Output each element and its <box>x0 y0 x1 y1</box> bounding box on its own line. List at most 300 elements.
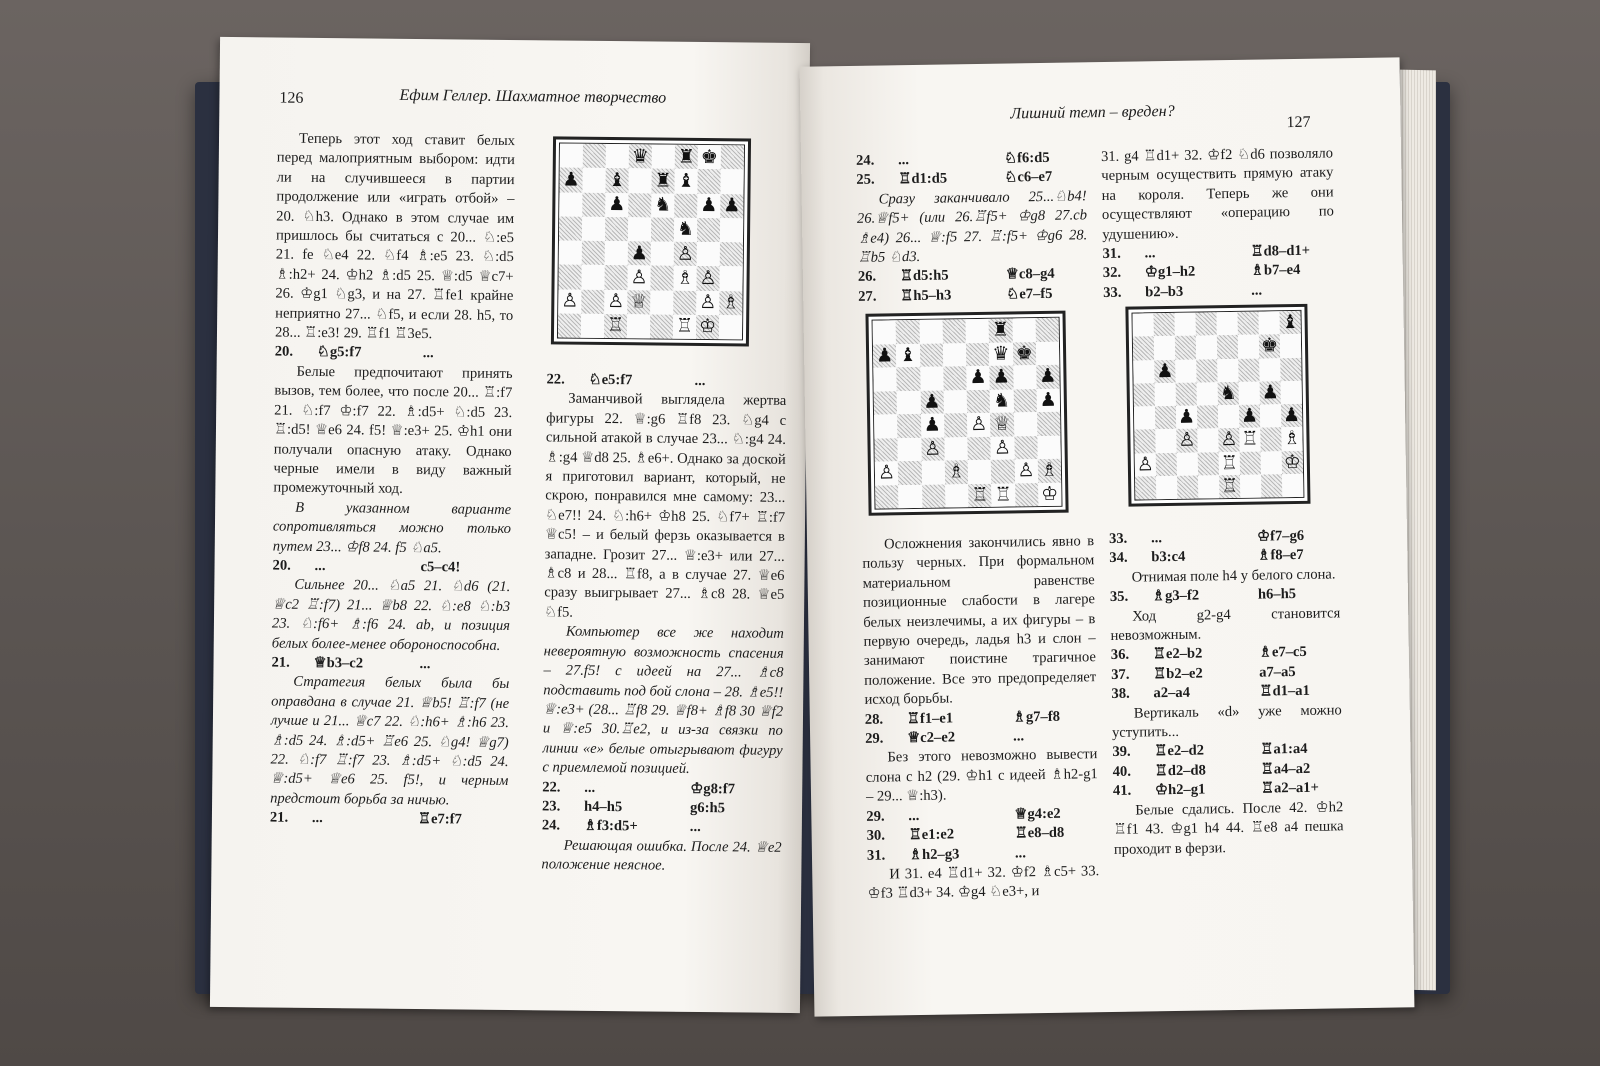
move-black: ♘c6–e7 <box>1004 169 1053 186</box>
board-square <box>650 290 673 314</box>
board-square <box>875 485 899 509</box>
board-square <box>1154 359 1175 383</box>
board-square <box>1013 365 1037 389</box>
board-square <box>1135 453 1156 477</box>
move-black: ♔g8:f7 <box>690 780 736 797</box>
board-square <box>651 193 674 217</box>
annotation-italic: Сильнее 20... ♘a5 21. ♘d6 (21. ♕c2 ♖:f7) 21... ♕b8 22. ♘:e8 ♘:b3 23. ♘:f6+ ♗:f6 24. ab, и позиция белых более-менее обороноспособна. <box>271 577 511 654</box>
board-square <box>921 414 945 438</box>
board-square <box>582 241 605 265</box>
board-square <box>897 414 921 438</box>
board-square <box>581 313 604 337</box>
board-square <box>720 194 743 218</box>
board-square <box>558 265 581 289</box>
black-king-icon: ♚ <box>1260 334 1279 357</box>
board-square <box>1239 381 1260 405</box>
board-square <box>697 218 720 242</box>
board-square <box>1198 452 1219 476</box>
white-pawn-icon: ♙ <box>1178 428 1196 452</box>
board-square <box>628 168 651 192</box>
board-square <box>1260 404 1281 428</box>
board-square <box>1282 474 1303 498</box>
white-pawn-icon: ♙ <box>877 461 896 484</box>
move-black: ♕g4:e2 <box>1014 805 1061 823</box>
board-square <box>1133 336 1154 360</box>
move-white: ♖e2–b2 <box>1152 645 1203 663</box>
board-square <box>651 169 674 193</box>
board-square <box>698 145 721 169</box>
paragraph: Отнимая поле h4 у белого слона. <box>1131 566 1336 586</box>
move-white: b3:c4 <box>1151 549 1186 566</box>
move-line <box>270 809 508 831</box>
paragraph: Белые предпочитают принять вызов, тем более, что после 20... ♖:f7 21. ♘:f7 ♔:f7 22. ♗:d5+ ♘:d5 23. ♖:d5! ♕e6 24. f5! ♕:e3+ 25. ♔h1 они получали опасную атаку. Однако черные имели в виду важный промежуточный ход. <box>273 363 513 498</box>
board-square <box>1134 429 1155 453</box>
board-square <box>559 192 582 216</box>
white-pawn-icon: ♙ <box>699 266 717 290</box>
black-pawn-icon: ♟ <box>723 194 741 217</box>
move-black: c5–c4! <box>420 559 461 576</box>
left-column-1 <box>270 130 515 831</box>
board-square <box>1258 311 1279 335</box>
board-square <box>1219 475 1240 499</box>
board-square <box>628 241 651 265</box>
black-bishop-icon: ♝ <box>608 168 626 192</box>
board-square <box>968 483 992 507</box>
move-black: ♖e7:f7 <box>417 811 462 828</box>
board-square <box>605 217 628 241</box>
board-square <box>606 144 629 168</box>
board-square <box>1014 412 1038 436</box>
move-white: ... <box>584 779 596 796</box>
board-square <box>991 459 1015 483</box>
board-square <box>650 266 673 290</box>
move-white: a2–a4 <box>1153 684 1191 702</box>
board-square <box>1281 427 1302 451</box>
black-rook-icon: ♜ <box>677 145 695 168</box>
move-number: 35. <box>1109 588 1129 606</box>
board-square <box>1014 459 1038 483</box>
move-number: 26. <box>857 269 877 286</box>
board-square <box>920 367 944 391</box>
board-square <box>652 144 675 168</box>
move-white: ♗f3:d5+ <box>583 818 638 835</box>
move-white: ... <box>908 807 920 824</box>
move-white: ♕b3–c2 <box>313 654 364 672</box>
right-page <box>800 57 1415 1016</box>
move-number: 29. <box>865 730 884 747</box>
black-pawn-icon: ♟ <box>1039 388 1057 411</box>
board-square <box>696 290 719 314</box>
move-black: ... <box>419 656 431 673</box>
right-column-2-bottom <box>1109 526 1344 859</box>
move-number: 37. <box>1111 666 1130 683</box>
board-square <box>720 218 743 242</box>
board-square <box>943 343 967 367</box>
board-square <box>1038 459 1062 483</box>
board-square <box>1175 336 1196 360</box>
move-black: ♗f8–e7 <box>1257 547 1304 565</box>
move-black: ♕c8–g4 <box>1005 266 1055 283</box>
board-square <box>697 242 720 266</box>
move-white: ♔g1–h2 <box>1144 264 1196 281</box>
board-square <box>1176 429 1197 453</box>
board-square <box>1195 312 1216 336</box>
move-number: 21. <box>271 654 290 671</box>
move-number: 38. <box>1111 685 1130 703</box>
black-pawn-icon: ♟ <box>700 194 718 217</box>
move-white: ♖d5:h5 <box>899 267 949 285</box>
board-square <box>967 436 991 460</box>
board-square <box>1014 436 1038 460</box>
board-square <box>873 320 897 344</box>
white-queen-icon: ♕ <box>630 290 648 313</box>
move-white: ... <box>311 810 323 827</box>
board-square <box>1013 389 1037 413</box>
move-line <box>867 823 1099 846</box>
board-square <box>897 390 921 414</box>
paragraph: Вертикаль «d» уже можно уступить... <box>1111 701 1342 742</box>
board-square <box>651 217 674 241</box>
board-square <box>1238 358 1259 382</box>
move-line <box>271 653 509 675</box>
running-head-right: Лишний темп – вреден? <box>1010 102 1175 123</box>
white-pawn-icon: ♙ <box>676 242 694 265</box>
move-black: ... <box>1251 282 1263 299</box>
white-bishop-icon: ♗ <box>1283 427 1301 450</box>
board-square <box>582 192 605 216</box>
black-knight-icon: ♞ <box>993 389 1011 412</box>
board-square <box>1216 312 1237 336</box>
board-square <box>966 342 990 366</box>
move-black: ♖a2–a1+ <box>1260 779 1319 797</box>
move-number: 20. <box>274 343 294 361</box>
move-line <box>858 284 1088 307</box>
move-white: ♖h5–h3 <box>900 287 952 305</box>
board-square <box>1154 336 1175 360</box>
annotation-italic: Решающая ошибка. После 24. ♕e2 положение неясное. <box>541 837 782 874</box>
board-square <box>627 290 650 314</box>
board-square <box>919 343 943 367</box>
board-square <box>1217 335 1238 359</box>
white-rook-icon: ♖ <box>1220 451 1239 474</box>
board-square <box>558 313 581 337</box>
move-black: ♗g7–f8 <box>1012 708 1061 726</box>
move-number: 25. <box>856 172 875 189</box>
move-white: ... <box>1144 245 1156 262</box>
board-square <box>604 314 627 338</box>
board-square <box>1196 359 1217 383</box>
move-number: 34. <box>1109 550 1128 567</box>
white-rook-icon: ♖ <box>994 483 1012 506</box>
white-pawn-icon: ♙ <box>993 436 1012 459</box>
move-white: ♖e2–d2 <box>1154 742 1205 760</box>
chess-diagram-right-2 <box>1125 304 1310 507</box>
move-white: ♖d2–d8 <box>1154 762 1207 780</box>
board-square <box>719 266 742 290</box>
move-white: ♖e1:e2 <box>908 826 955 844</box>
board-square <box>1240 474 1261 498</box>
board-square <box>627 314 650 338</box>
board-square <box>944 437 968 461</box>
right-column-1-bottom <box>862 532 1100 904</box>
board-square <box>1198 475 1219 499</box>
white-king-icon: ♔ <box>1283 450 1302 473</box>
black-queen-icon: ♛ <box>992 342 1010 365</box>
paragraph: 31. g4 ♖d1+ 32. ♔f2 ♘d6 позволяло черным осуществить прямую атаку на короля. Теперь же они осуществляют «операцию по удушению». <box>1100 145 1335 243</box>
move-line <box>1103 261 1335 284</box>
move-white: ♖b2–e2 <box>1153 665 1203 683</box>
board-square <box>1197 382 1218 406</box>
board-square <box>1239 405 1260 429</box>
board-square <box>898 484 922 508</box>
board-square <box>558 289 581 313</box>
move-number: 21. <box>269 809 289 826</box>
black-bishop-icon: ♝ <box>1281 311 1299 334</box>
board-square <box>945 460 969 484</box>
board-square <box>968 460 992 484</box>
board-square <box>1134 406 1155 430</box>
black-pawn-icon: ♟ <box>992 365 1011 389</box>
move-number: 22. <box>546 371 565 388</box>
move-line <box>272 556 510 578</box>
move-number: 27. <box>858 288 877 305</box>
board-square <box>696 315 719 339</box>
board-square <box>921 437 945 461</box>
board-square <box>604 289 627 313</box>
board-square <box>875 461 899 485</box>
board-square <box>582 216 605 240</box>
black-king-icon: ♚ <box>700 145 718 168</box>
move-line <box>542 817 782 839</box>
board-square <box>991 436 1015 460</box>
paragraph: Осложнения закончились явно в пользу черных. При формальном материальном равенстве позиционные слабости в лагере белых неизлечимы, а их фигуры – в первую очередь, ладья h3 и слон – занимают поистине трагичное положение. Все это предопределяет исход борьбы. <box>862 533 1097 709</box>
board-square <box>989 318 1013 342</box>
move-black: ♔f7–g6 <box>1256 527 1305 545</box>
board-square <box>944 413 968 437</box>
black-king-icon: ♚ <box>1015 341 1033 365</box>
white-pawn-icon: ♙ <box>630 266 648 289</box>
black-pawn-icon: ♟ <box>1282 404 1301 427</box>
board-square <box>673 266 696 290</box>
board-square <box>628 217 651 241</box>
board-square <box>1176 406 1197 430</box>
board-square <box>720 169 743 193</box>
right-column-2-top <box>1101 144 1335 303</box>
board-square <box>919 320 943 344</box>
board-square <box>1280 334 1301 358</box>
move-number: 24. <box>541 817 561 834</box>
annotation-italic: В указанном варианте сопротивляться можно только путем 23... ♔f8 24. f5 ♘a5. <box>272 499 512 556</box>
chess-diagram-left <box>551 136 751 346</box>
board-square <box>605 241 628 265</box>
black-bishop-icon: ♝ <box>677 169 695 192</box>
move-number: 20. <box>272 557 291 574</box>
black-pawn-icon: ♟ <box>1240 404 1259 428</box>
board-square <box>1259 335 1280 359</box>
board-square <box>1219 451 1240 475</box>
paragraph: Теперь этот ход ставит белых перед малоприятным выбором: идти ли на случившееся в партии продолжение или «играть отбой» – 20. ♘h3. Однако в этом случае им пришлось бы считаться с 20... ♘:e5 21. fe ♘e4 22. ♘f4 ♗:e5 23. ♘:d5 ♗:h2+ 24. ♔h2 ♗:d5 25. ♕:d5 ♕c7+ 26. ♔g1 ♘g3, и на 27. ♖fe1 крайне неприятно 27... ♘f5, и если 28. h5, то 28... ♖:e3! 29. ♖f1 ♖3e5. <box>274 130 516 343</box>
board-square <box>674 193 697 217</box>
board-square <box>1156 452 1177 476</box>
board-square <box>920 390 944 414</box>
black-pawn-icon: ♟ <box>1177 405 1196 428</box>
board-square <box>1035 318 1059 342</box>
board-square <box>967 413 991 437</box>
board-square <box>1282 450 1303 474</box>
board-square <box>943 390 967 414</box>
annotation-italic: Сразу заканчивало 25...♘b4! 26.♕f5+ (или 26.♖f5+ ♔g8 27.cb ♗e4) 26... ♕:f5 27. ♖:f5+ ♔g6 28. ♖b5 ♘d3. <box>856 188 1088 266</box>
board-square <box>1015 483 1039 507</box>
white-bishop-icon: ♗ <box>722 291 740 314</box>
black-pawn-icon: ♟ <box>1039 365 1057 388</box>
move-white: ♘e5:f7 <box>588 371 633 389</box>
board-square <box>1238 335 1259 359</box>
board-square <box>1155 383 1176 407</box>
left-page <box>210 37 810 1013</box>
board-square <box>874 414 898 438</box>
board-square <box>1279 311 1300 335</box>
board-square <box>559 216 582 240</box>
board-square <box>673 290 696 314</box>
board-square <box>1217 358 1238 382</box>
white-king-icon: ♔ <box>1040 482 1059 505</box>
black-knight-icon: ♞ <box>676 218 695 241</box>
move-line <box>542 797 782 819</box>
board-square <box>582 168 605 192</box>
board-square <box>991 483 1015 507</box>
move-white: ... <box>1150 530 1163 547</box>
move-number: 32. <box>1102 265 1122 282</box>
move-number: 39. <box>1112 744 1131 761</box>
move-line <box>1103 280 1335 303</box>
black-pawn-icon: ♟ <box>1261 381 1279 404</box>
right-column-1-top <box>856 148 1088 307</box>
board-square <box>628 193 651 217</box>
black-queen-icon: ♛ <box>631 144 650 168</box>
board-square <box>1176 382 1197 406</box>
move-line <box>542 778 782 800</box>
move-number: 28. <box>864 711 884 728</box>
board-square <box>560 144 583 168</box>
move-white: ♔h2–g1 <box>1154 781 1206 799</box>
board-square <box>674 242 697 266</box>
move-number: 33. <box>1108 530 1128 547</box>
board-square <box>922 484 946 508</box>
board-square <box>1155 406 1176 430</box>
annotation-italic: Компьютер все же находит невероятную возможность спасения – 27.f5! с идеей на 27... ♗c8 подставить под бой слона – 28. ♗e5!! ♕:e3+ (28... ♖f8 29. ♕f8+ ♗f8 30 ♕f2 и ♕:e5 30.♖e2, и из-за связки по линии «е» белые отыгрывают фигуру с приемлемой позицией. <box>542 623 784 778</box>
board-square <box>1261 474 1282 498</box>
white-pawn-icon: ♙ <box>924 437 942 460</box>
board-square <box>943 366 967 390</box>
white-king-icon: ♔ <box>698 315 717 338</box>
black-pawn-icon: ♟ <box>923 413 942 437</box>
board-square <box>1037 435 1061 459</box>
move-black: g6:h5 <box>689 799 726 817</box>
board-square <box>1012 318 1036 342</box>
board-square <box>583 144 606 168</box>
board-square <box>604 265 627 289</box>
move-black: ... <box>1014 844 1027 861</box>
move-black: ♗e7–c5 <box>1258 644 1307 662</box>
white-pawn-icon: ♙ <box>561 289 579 312</box>
white-rook-icon: ♖ <box>971 483 989 506</box>
black-pawn-icon: ♟ <box>923 390 941 413</box>
board-square <box>629 144 652 168</box>
black-pawn-icon: ♟ <box>876 344 894 367</box>
move-line <box>1111 643 1341 666</box>
move-number: 36. <box>1110 647 1130 664</box>
chess-diagram-right-1 <box>865 311 1068 516</box>
board-square <box>1218 428 1239 452</box>
board-square <box>650 314 673 338</box>
white-pawn-icon: ♙ <box>1136 452 1155 476</box>
board-square <box>1237 312 1258 336</box>
board-square <box>1036 341 1060 365</box>
move-number: 41. <box>1112 782 1132 800</box>
board-square <box>581 289 604 313</box>
move-number: 30. <box>866 827 886 844</box>
board-square <box>1240 451 1261 475</box>
board-square <box>719 315 742 339</box>
board-square <box>1153 313 1174 337</box>
board-square <box>989 342 1013 366</box>
black-rook-icon: ♜ <box>991 318 1010 342</box>
board-square <box>990 365 1014 389</box>
move-line <box>858 265 1088 288</box>
board-square <box>720 242 743 266</box>
white-rook-icon: ♖ <box>675 315 694 338</box>
move-line <box>546 370 786 392</box>
running-head-left: Ефим Геллер. Шахматное творчество <box>399 86 667 107</box>
board-square <box>942 319 966 343</box>
board-square <box>1280 357 1301 381</box>
board-square <box>1175 359 1196 383</box>
move-white: ♖d1:d5 <box>898 170 948 188</box>
move-black: ♘e7–f5 <box>1006 285 1053 303</box>
move-black: ♖a4–a2 <box>1260 760 1311 778</box>
move-black: ♖d8–d1+ <box>1250 242 1311 260</box>
annotation-italic: Стратегия белых была бы оправдана в случае 21. ♕b5! ♖:f7 (не лучше и 21... ♕c7 22. ♘:h6+ ♗:h6 23. ♗:d5 24. ♗:d5+ ♖e6 25. ♘g4! ♕g7) 22. ♘:f7 ♖:f7 23. ♗:d5+ ♘:d5 24. ♕:d5+ ♕e6 25. f5!, и черным предстоит борьба за ничью. <box>270 674 510 809</box>
move-white: ♖f1–e1 <box>906 710 954 727</box>
board-square <box>1135 476 1156 500</box>
board-square <box>1132 313 1153 337</box>
board-square <box>1197 428 1218 452</box>
board-square <box>898 437 922 461</box>
paragraph: Заманчивой выглядела жертва фигуры 22. ♕:g6 ♖f8 23. ♘g4 с сильной атакой в случае 23... ♘:g4 24. ♗:g4 ♕d8 25. ♗e6+. Однако за доской я приготовил вариант, который, не скрою, понравился мне самому: 23... ♘e7!! 24. ♘:h6+ ♔h8 25. ♘f7+ ♖:f7 ♕c5! – и белый ферзь оказывается в западне. Грозит 27... ♕:e3+ или 27... ♗c8 и 28... ♖f8, а в случае 27. ♕e6 сразу выигрывает 27... ♗c8 28. ♕e5 ♘f5. <box>544 391 787 621</box>
board-square <box>1239 428 1260 452</box>
move-black: ... <box>689 819 701 836</box>
board-square <box>1155 429 1176 453</box>
board-square <box>873 344 897 368</box>
white-rook-icon: ♖ <box>1241 427 1259 451</box>
move-black: ... <box>694 372 706 390</box>
left-column-2 <box>541 370 786 877</box>
move-black: h6–h5 <box>1257 586 1297 603</box>
move-number: 31. <box>866 847 886 864</box>
board-square <box>605 168 628 192</box>
paragraph: Без этого невозможно вывести слона с h2 (29. ♔h1 с идеей ♗h2-g1 – 29... ♕:h3). <box>865 746 1098 806</box>
white-queen-icon: ♕ <box>993 412 1011 436</box>
board-square <box>1177 475 1198 499</box>
board-square <box>896 343 920 367</box>
move-white: h4–h5 <box>583 798 623 816</box>
page-number-left: 126 <box>279 89 304 107</box>
black-knight-icon: ♞ <box>1219 381 1237 405</box>
black-bishop-icon: ♝ <box>899 343 917 366</box>
board-square <box>1261 451 1282 475</box>
black-pawn-icon: ♟ <box>608 193 626 216</box>
board-square <box>896 320 920 344</box>
